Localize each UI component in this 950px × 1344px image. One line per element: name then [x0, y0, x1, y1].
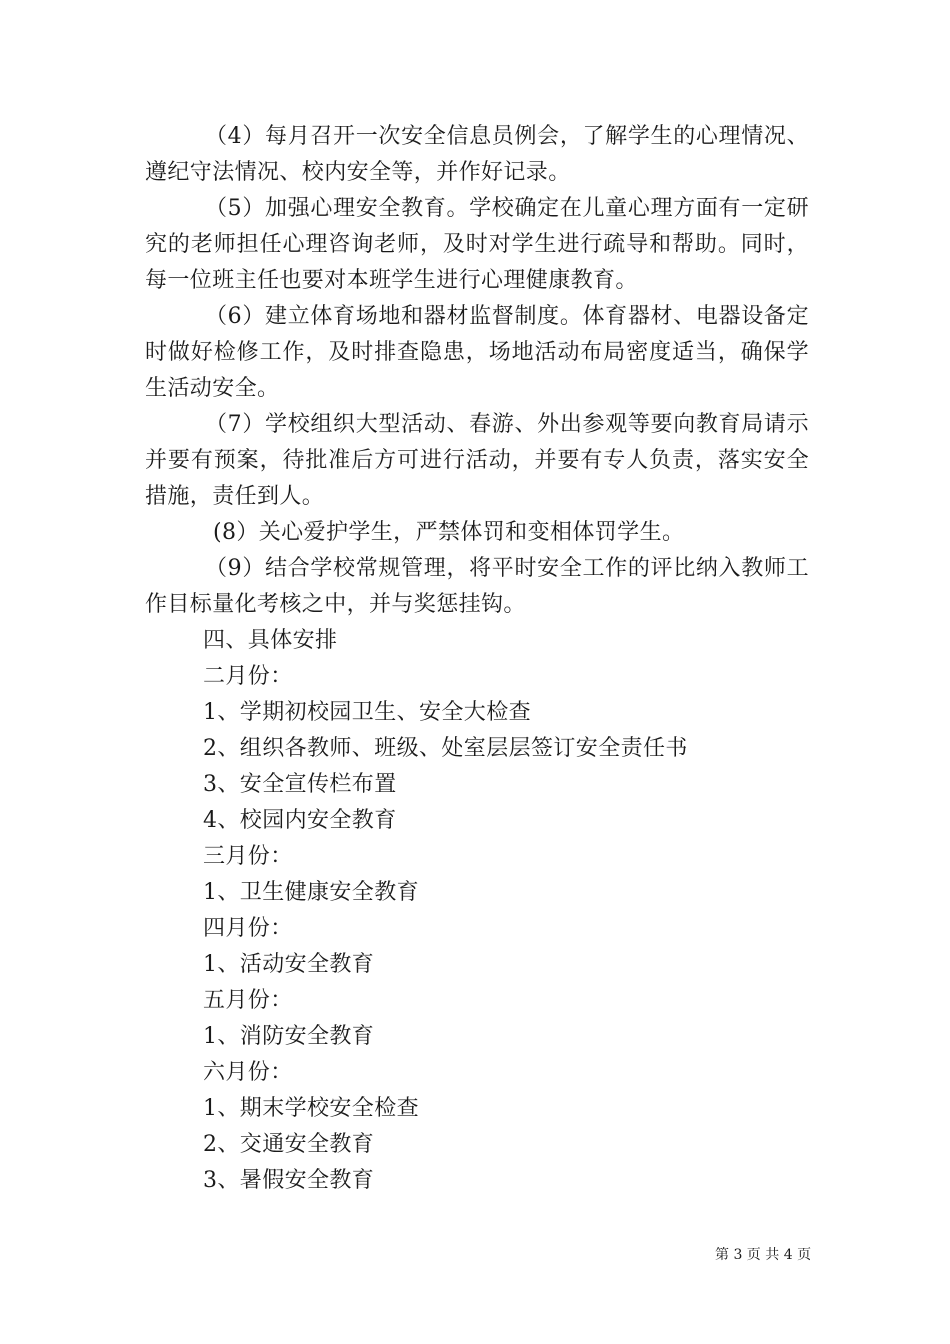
list-item: 2、组织各教师、班级、处室层层签订安全责任书 [203, 736, 688, 761]
list-item: 1、期末学校安全检查 [203, 1096, 419, 1121]
section-heading: 四、具体安排 [203, 628, 338, 653]
document-body [145, 119, 809, 1199]
paragraph-item-8: (8）关心爱护学生，严禁体罚和变相体罚学生。 [213, 520, 685, 545]
list-item: 1、卫生健康安全教育 [203, 880, 419, 905]
page-number-footer: 第 3 页 共 4 页 [715, 1247, 812, 1263]
paragraph-item-5: （5）加强心理安全教育。学校确定在儿童心理方面有一定研究的老师担任心理咨询老师，及时对学生进行疏导和帮助。同时，每一位班主任也要对本班学生进行心理健康教育。 [145, 196, 809, 293]
list-item: 1、活动安全教育 [203, 952, 375, 977]
month-label-march: 三月份： [203, 844, 293, 869]
list-item: 1、学期初校园卫生、安全大检查 [203, 700, 531, 725]
list-item: 3、安全宣传栏布置 [203, 772, 397, 797]
list-item: 1、消防安全教育 [203, 1024, 375, 1049]
paragraph-item-4: （4）每月召开一次安全信息员例会，了解学生的心理情况、遵纪守法情况、校内安全等，并作好记录。 [145, 124, 809, 185]
paragraph-item-6: （6）建立体育场地和器材监督制度。体育器材、电器设备定时做好检修工作，及时排查隐患，场地活动布局密度适当，确保学生活动安全。 [145, 304, 809, 401]
list-item: 3、暑假安全教育 [203, 1168, 375, 1193]
month-label-may: 五月份： [203, 988, 293, 1013]
month-label-february: 二月份： [203, 664, 293, 689]
list-item: 4、校园内安全教育 [203, 808, 397, 833]
month-label-april: 四月份： [203, 916, 293, 941]
paragraph-item-7: （7）学校组织大型活动、春游、外出参观等要向教育局请示并要有预案，待批准后方可进行活动，并要有专人负责，落实安全措施，责任到人。 [145, 412, 809, 509]
list-item: 2、交通安全教育 [203, 1132, 375, 1157]
month-label-june: 六月份： [203, 1060, 293, 1085]
paragraph-item-9: （9）结合学校常规管理，将平时安全工作的评比纳入教师工作目标量化考核之中，并与奖惩挂钩。 [145, 556, 809, 617]
